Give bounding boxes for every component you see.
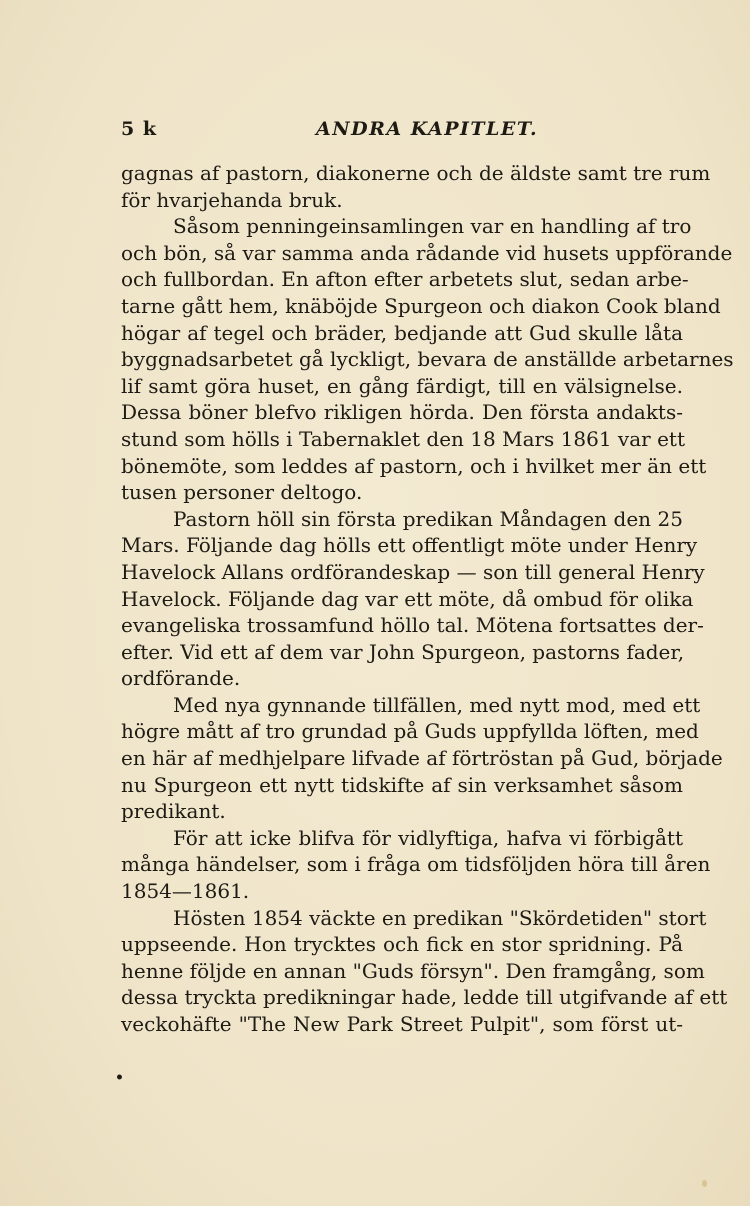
text-line: efter. Vid ett af dem var John Spurgeon, pastorns fader, xyxy=(121,639,685,664)
body-text xyxy=(121,160,734,1038)
margin-mark: • xyxy=(115,1070,124,1086)
text-line: predikant. xyxy=(121,799,226,824)
paragraph xyxy=(121,825,711,905)
text-line: nu Spurgeon ett nytt tidskifte af sin verksamhet såsom xyxy=(121,772,683,797)
text-line: Havelock Allans ordförandeskap — son till general Henry xyxy=(121,559,705,584)
text-line: gagnas af pastorn, diakonerne och de äldste samt tre rum xyxy=(121,161,711,185)
text-line: uppseende. Hon trycktes och fick en stor spridning. På xyxy=(121,932,683,957)
paragraph xyxy=(121,692,723,825)
paragraph xyxy=(121,506,705,692)
page-header xyxy=(121,118,681,148)
text-line: lif samt göra huset, en gång färdigt, till en välsignelse. xyxy=(121,373,683,398)
text-line: Såsom penningeinsamlingen var en handling af tro xyxy=(173,214,692,239)
text-line: för hvarjehanda bruk. xyxy=(121,187,343,212)
text-line: bönemöte, som leddes af pastorn, och i hvilket mer än ett xyxy=(121,453,707,478)
text-line: Dessa böner blefvo rikligen hörda. Den första andakts- xyxy=(121,400,683,425)
text-line: högre mått af tro grundad på Guds uppfyllda löften, med xyxy=(121,719,699,744)
text-line: Pastorn höll sin första predikan Måndagen den 25 xyxy=(173,506,683,531)
text-line: många händelser, som i fråga om tidsföljden höra till åren xyxy=(121,852,711,877)
text-line: Hösten 1854 väckte en predikan "Skördetiden" stort xyxy=(173,905,707,930)
paragraph xyxy=(121,160,711,213)
running-title: ANDRA KAPITLET. xyxy=(316,118,539,140)
text-line: Mars. Följande dag hölls ett offentligt möte under Henry xyxy=(121,533,698,558)
text-line: ordförande. xyxy=(121,666,241,691)
text-line: stund som hölls i Tabernaklet den 18 Mars 1861 var ett xyxy=(121,426,685,451)
text-line: och bön, så var samma anda rådande vid husets uppförande xyxy=(121,240,733,265)
text-line: veckohäfte "The New Park Street Pulpit", som först ut- xyxy=(121,1012,683,1036)
text-line: dessa tryckta predikningar hade, ledde till utgifvande af ett xyxy=(121,985,728,1010)
text-line: och fullbordan. En afton efter arbetets slut, sedan arbe- xyxy=(121,267,689,292)
page-number: 5 k xyxy=(121,118,157,140)
text-line: byggnadsarbetet gå lyckligt, bevara de anställde arbetarnes xyxy=(121,347,734,372)
text-line: Med nya gynnande tillfällen, med nytt mod, med ett xyxy=(173,692,701,717)
text-line: högar af tegel och bräder, bedjande att Gud skulle låta xyxy=(121,320,683,345)
text-line: en här af medhjelpare lifvade af förtröstan på Gud, började xyxy=(121,746,723,771)
text-line: henne följde en annan "Guds försyn". Den framgång, som xyxy=(121,958,705,983)
text-line: tarne gått hem, knäböjde Spurgeon och diakon Cook bland xyxy=(121,293,721,318)
text-line: 1854—1861. xyxy=(121,879,250,904)
text-line: Havelock. Följande dag var ett möte, då ombud för olika xyxy=(121,586,694,611)
text-line: evangeliska trossamfund höllo tal. Mötena fortsattes der- xyxy=(121,613,704,638)
paragraph xyxy=(121,905,728,1038)
paragraph xyxy=(121,213,734,506)
paper-stain xyxy=(702,1180,707,1187)
text-line: För att icke blifva för vidlyftiga, hafva vi förbigått xyxy=(173,825,683,850)
text-line: tusen personer deltogo. xyxy=(121,480,363,505)
